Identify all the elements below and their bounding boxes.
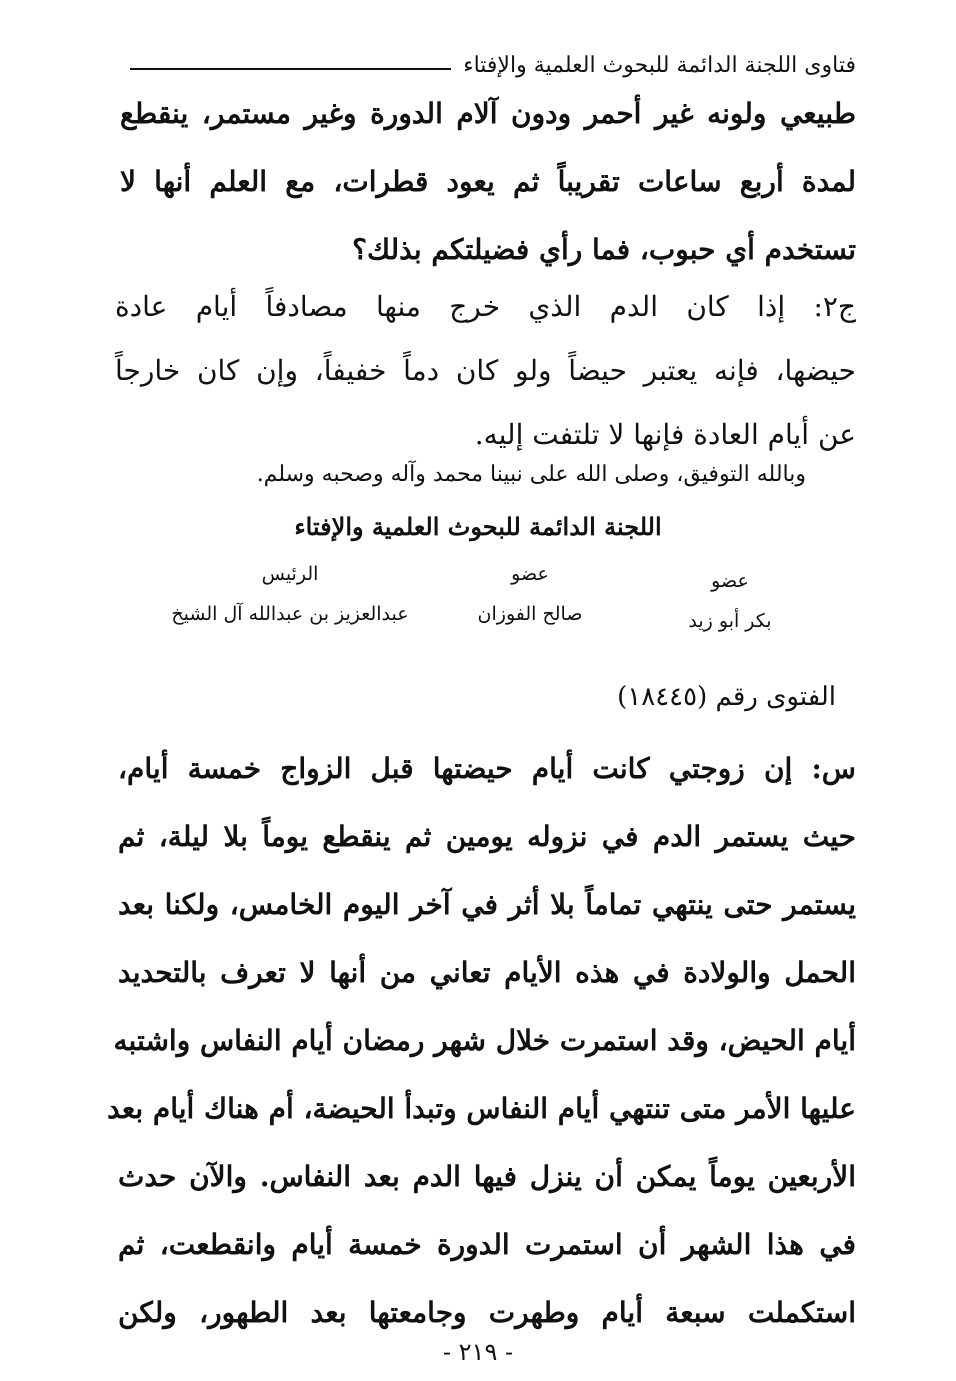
question-line: تستخدم أي حبوب، فما رأي فضيلتكم بذلك؟ xyxy=(352,233,856,266)
question-line: أيام الحيض، وقد استمرت خلال شهر رمضان أيام النفاس واشتبه xyxy=(113,1024,856,1057)
question-line: الأربعين يوماً يمكن أن ينزل فيها الدم بعد النفاس. والآن حدث xyxy=(118,1160,856,1193)
page-number: - ٢١٩ - xyxy=(442,1338,514,1366)
question-paragraph xyxy=(107,735,856,1347)
question-line: الحمل والولادة في هذه الأيام تعاني من أنها لا تعرف بالتحديد xyxy=(118,956,856,989)
question-line: حيث يستمر الدم في نزوله يومين ثم ينقطع يوماً بلا ليلة، ثم xyxy=(118,820,856,853)
signatory-name: بكر أبو زيد xyxy=(688,610,772,632)
signatory-role: عضو xyxy=(511,563,549,585)
header-title: فتاوى اللجنة الدائمة للبحوث العلمية والإفتاء xyxy=(463,53,856,78)
signatory-role: عضو xyxy=(711,570,749,592)
answer-paragraph xyxy=(115,275,856,467)
question-line: يستمر حتى ينتهي تماماً بلا أثر في آخر اليوم الخامس، ولكنا بعد xyxy=(118,888,856,921)
signatory-name: عبدالعزيز بن عبدالله آل الشيخ xyxy=(171,603,409,625)
answer-line: عن أيام العادة فإنها لا تلتفت إليه. xyxy=(474,418,856,451)
question-line: س: إن زوجتي كانت أيام حيضتها قبل الزواج خمسة أيام، xyxy=(118,752,856,785)
signatory-name: صالح الفوزان xyxy=(477,603,583,625)
header-rule xyxy=(130,68,451,70)
closing-prayer: وبالله التوفيق، وصلى الله على نبينا محمد وآله وصحبه وسلم. xyxy=(256,462,806,487)
question-line: عليها الأمر متى تنتهي أيام النفاس وتبدأ الحيضة، أم هناك أيام بعد xyxy=(107,1092,856,1125)
question-line: لمدة أربع ساعات تقريباً ثم يعود قطرات، مع العلم أنها لا xyxy=(120,165,856,198)
signatory-member-2 xyxy=(660,570,800,632)
signatory-chairman xyxy=(170,563,410,625)
answer-line: حيضها، فإنه يعتبر حيضاً ولو كان دماً خفيفاً، وإن كان خارجاً xyxy=(115,354,856,387)
fatwa-number: الفتوى رقم (١٨٤٤٥) xyxy=(617,682,836,712)
question-line: طبيعي ولونه غير أحمر ودون آلام الدورة وغير مستمر، ينقطع xyxy=(120,97,856,130)
committee-name: اللجنة الدائمة للبحوث العلمية والإفتاء xyxy=(294,512,662,541)
question-line: في هذا الشهر أن استمرت الدورة خمسة أيام وانقطعت، ثم xyxy=(118,1228,856,1261)
signatory-role: الرئيس xyxy=(261,563,319,585)
question-continuation xyxy=(120,80,856,284)
running-header xyxy=(130,38,856,78)
signatory-member-1 xyxy=(460,563,600,625)
question-line: استكملت سبعة أيام وطهرت وجامعتها بعد الطهور، ولكن xyxy=(118,1296,856,1329)
answer-line: ج٢: إذا كان الدم الذي خرج منها مصادفاً أيام عادة xyxy=(115,290,856,323)
